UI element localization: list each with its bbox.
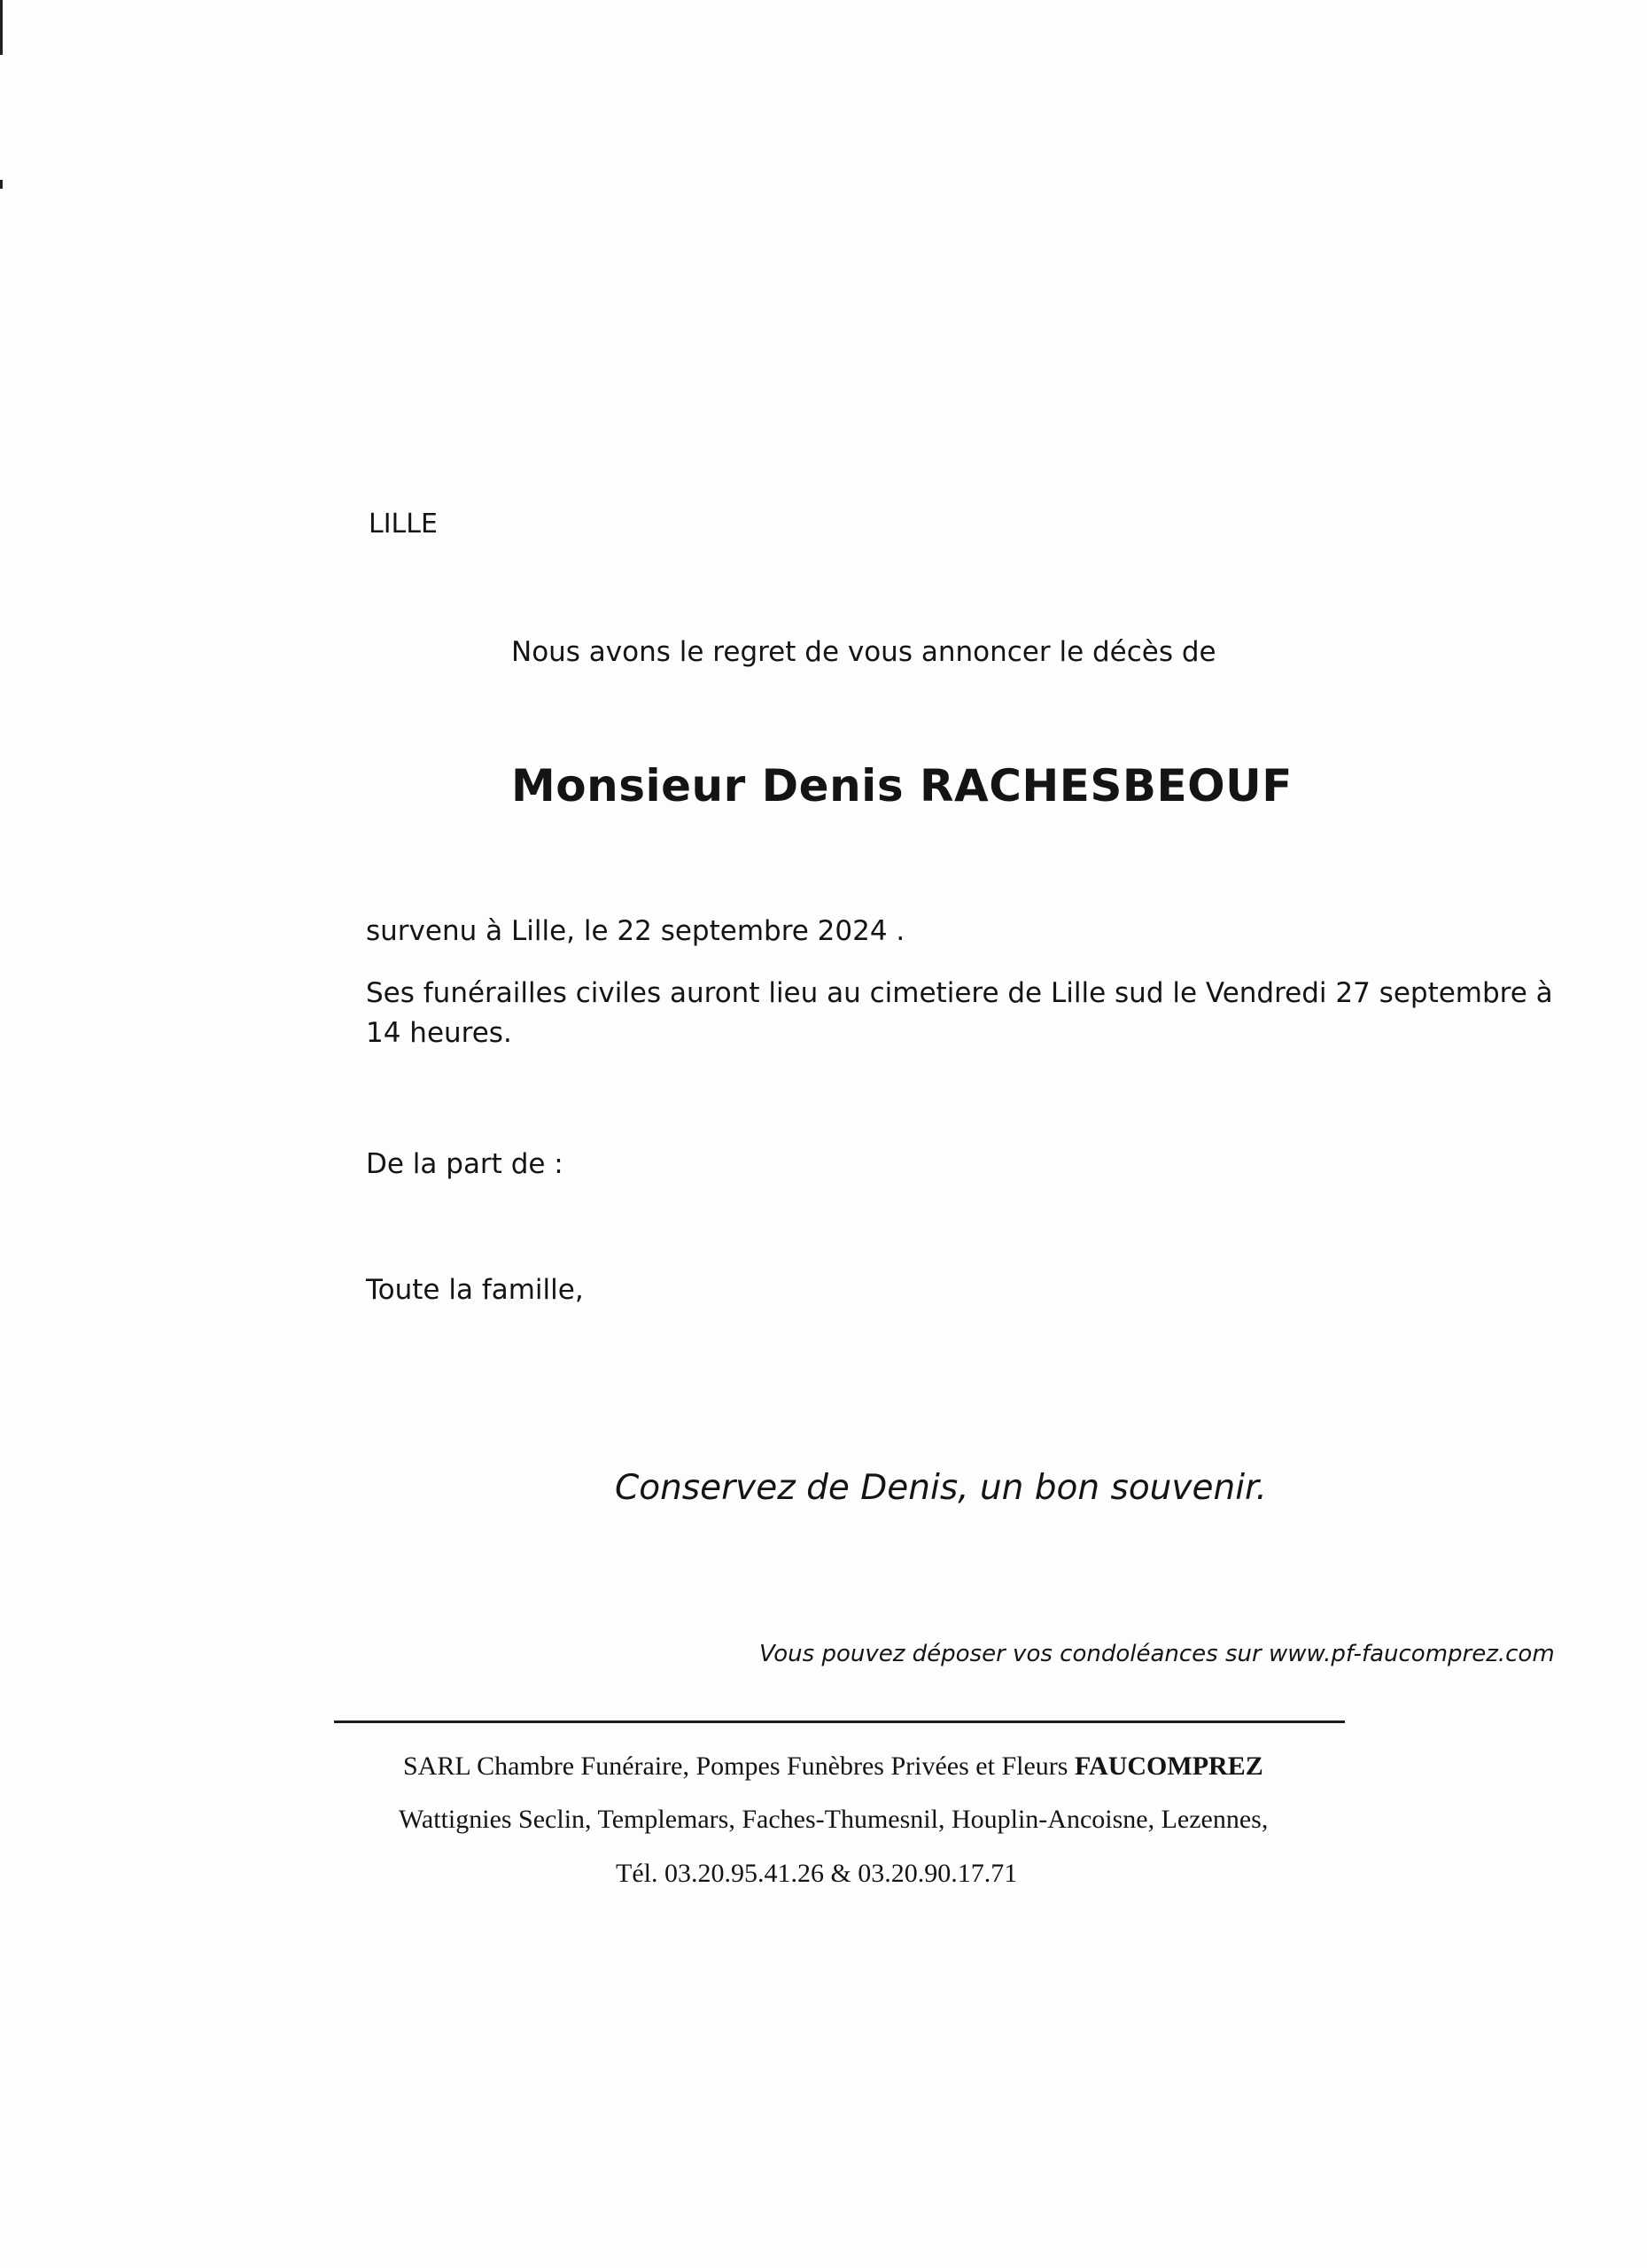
funeral-details-line-1: Ses funérailles civiles auront lieu au cimetiere de Lille sud le Vendredi 27 septembre à: [366, 977, 1553, 1009]
company-description: SARL Chambre Funéraire, Pompes Funèbres Privées et Fleurs: [403, 1751, 1075, 1781]
company-line: [403, 1751, 1263, 1782]
company-towns: Wattignies Seclin, Templemars, Faches-Thumesnil, Houplin-Ancoisne, Lezennes,: [399, 1805, 1269, 1834]
scan-edge-mark: [0, 180, 3, 189]
city-heading: LILLE: [369, 509, 438, 540]
company-phone: Tél. 03.20.95.41.26 & 03.20.90.17.71: [616, 1859, 1018, 1888]
from-label: De la part de :: [366, 1148, 563, 1180]
footer-divider: [334, 1720, 1345, 1723]
tribute-message: Conservez de Denis, un bon souvenir.: [615, 1468, 1267, 1508]
funeral-details-line-2: 14 heures.: [366, 1017, 512, 1049]
condolences-note: Vous pouvez déposer vos condoléances sur www.pf-faucomprez.com: [759, 1641, 1555, 1667]
company-name: FAUCOMPREZ: [1074, 1751, 1263, 1781]
announcement-intro: Nous avons le regret de vous annoncer le décès de: [511, 636, 1216, 668]
deceased-name: Monsieur Denis RACHESBEOUF: [511, 760, 1293, 812]
scan-edge-mark: [0, 0, 3, 55]
death-details: survenu à Lille, le 22 septembre 2024 .: [366, 915, 905, 947]
family-signature: Toute la famille,: [366, 1274, 584, 1306]
